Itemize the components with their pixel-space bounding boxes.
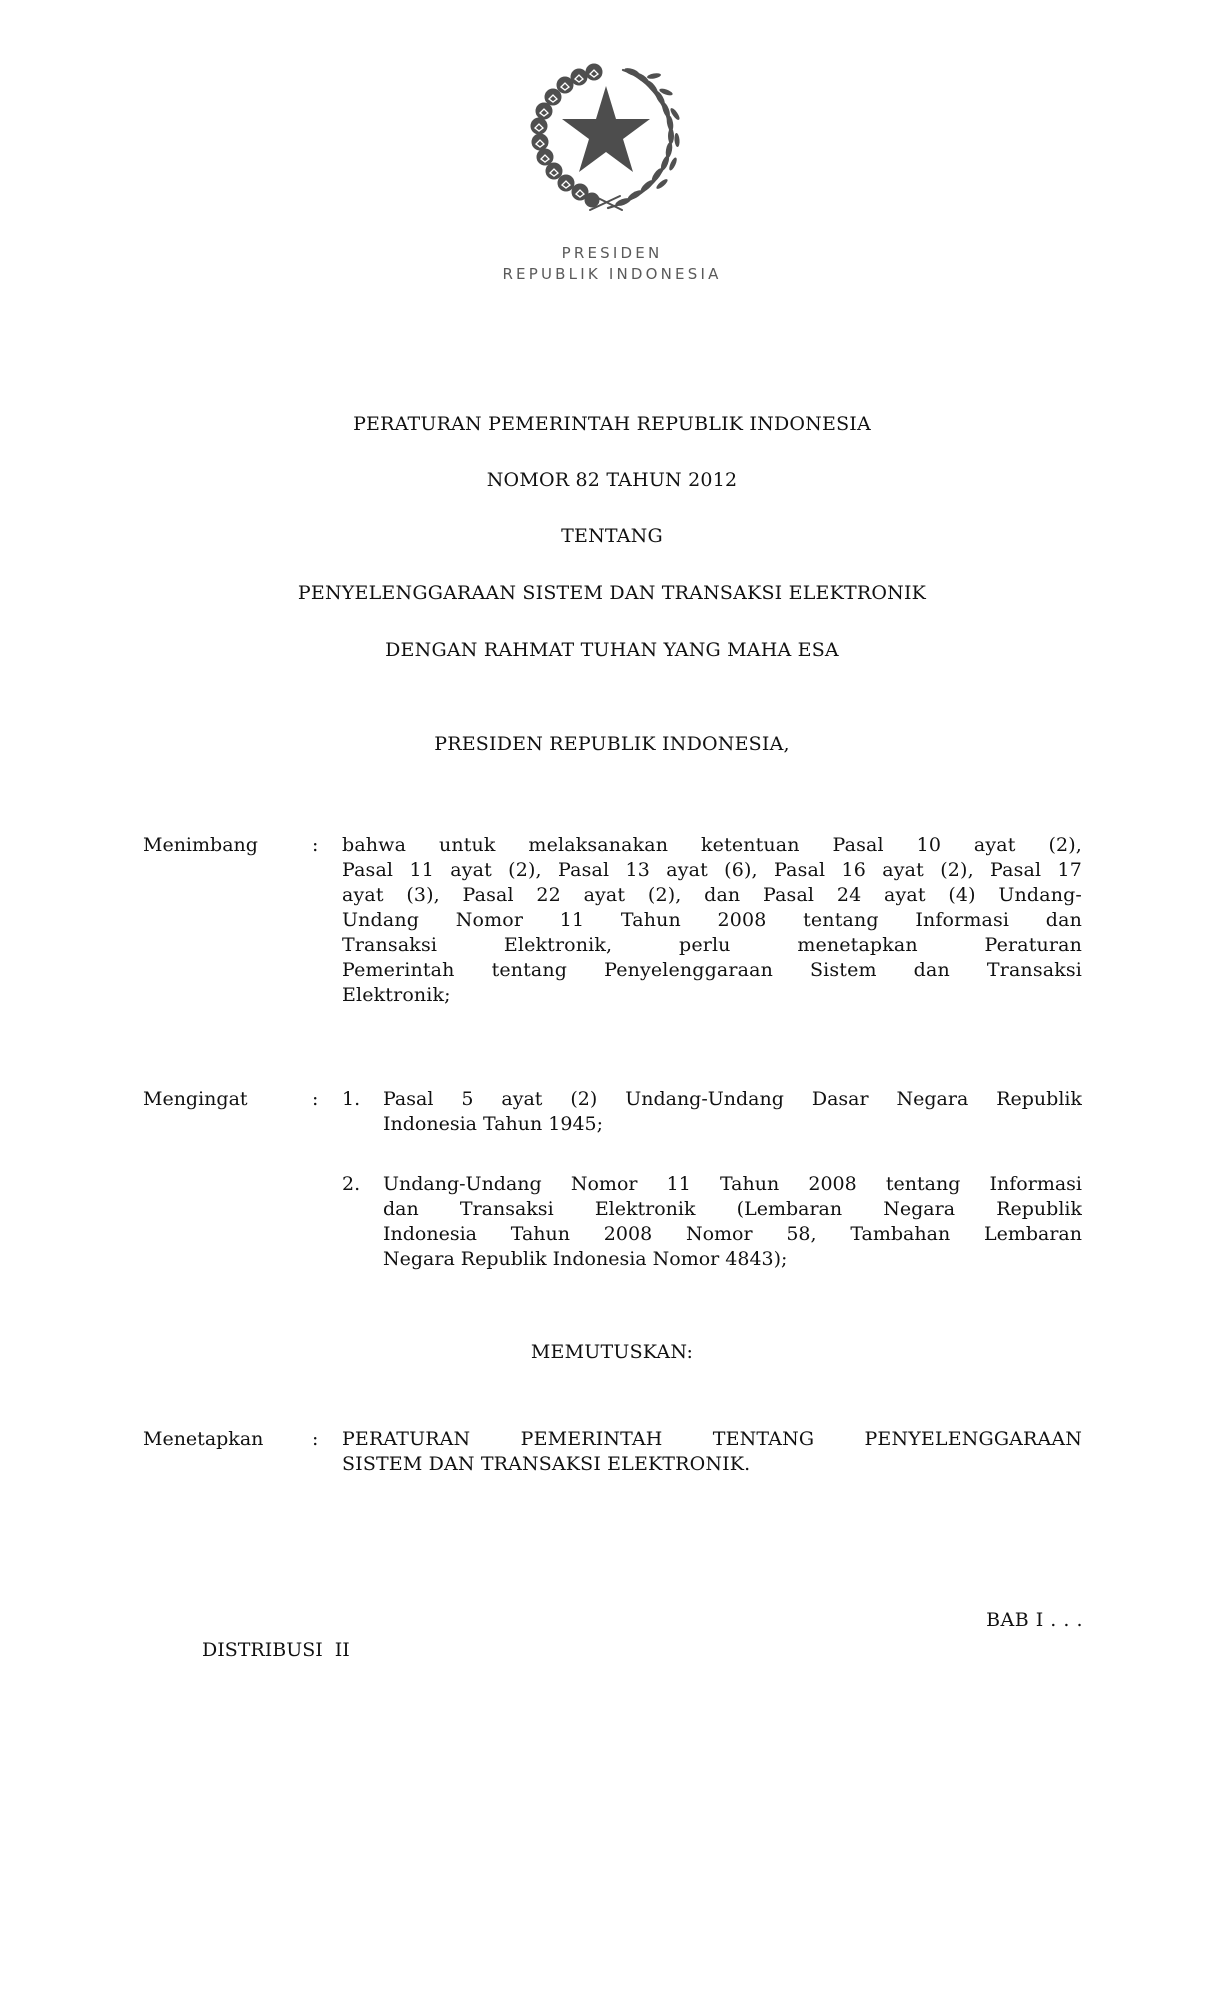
- letterhead-president: PRESIDEN: [561, 244, 663, 262]
- mengingat-item-1-number: 1.: [342, 1088, 361, 1110]
- continuation-marker: BAB I . . .: [986, 1609, 1083, 1631]
- mengingat-line: Pasal 5 ayat (2) Undang-Undang Dasar Negara Republik: [383, 1088, 1082, 1110]
- menimbang-line: Pemerintah tentang Penyelenggaraan Sistem dan Transaksi: [342, 959, 1082, 981]
- regulation-about: TENTANG: [561, 525, 663, 547]
- menetapkan-line: PERATURAN PEMERINTAH TENTANG PENYELENGGARAAN: [342, 1428, 1082, 1450]
- mengingat-item-2-number: 2.: [342, 1173, 361, 1195]
- letterhead-republic: REPUBLIK INDONESIA: [502, 265, 722, 283]
- menimbang-line: Transaksi Elektronik, perlu menetapkan Peraturan: [342, 934, 1082, 956]
- mengingat-line: Undang-Undang Nomor 11 Tahun 2008 tentang Informasi: [383, 1173, 1082, 1195]
- regulation-title: PERATURAN PEMERINTAH REPUBLIK INDONESIA: [353, 413, 871, 435]
- regulation-number: NOMOR 82 TAHUN 2012: [486, 469, 738, 491]
- menimbang-line: Elektronik;: [342, 984, 451, 1006]
- mengingat-line: Indonesia Tahun 1945;: [383, 1113, 604, 1135]
- authority: PRESIDEN REPUBLIK INDONESIA,: [434, 733, 790, 755]
- mengingat-line: Negara Republik Indonesia Nomor 4843);: [383, 1248, 788, 1270]
- menetapkan-text: [342, 1427, 1082, 1477]
- menimbang-line: ayat (3), Pasal 22 ayat (2), dan Pasal 24 ayat (4) Undang-: [342, 884, 1082, 906]
- mengingat-colon: :: [312, 1088, 319, 1110]
- invocation: DENGAN RAHMAT TUHAN YANG MAHA ESA: [385, 639, 839, 661]
- menimbang-text: [342, 833, 1082, 1008]
- mengingat-item-1: [383, 1087, 1082, 1137]
- mengingat-item-2: [383, 1172, 1082, 1272]
- menimbang-line: Pasal 11 ayat (2), Pasal 13 ayat (6), Pasal 16 ayat (2), Pasal 17: [342, 859, 1082, 881]
- presidential-emblem-icon: [528, 62, 684, 212]
- menimbang-line: Undang Nomor 11 Tahun 2008 tentang Informasi dan: [342, 909, 1082, 931]
- menetapkan-colon: :: [312, 1428, 319, 1450]
- menimbang-line: bahwa untuk melaksanakan ketentuan Pasal 10 ayat (2),: [342, 834, 1082, 856]
- distribution-label: DISTRIBUSI II: [202, 1639, 350, 1661]
- menimbang-label: Menimbang: [143, 834, 258, 856]
- mengingat-line: dan Transaksi Elektronik (Lembaran Negara Republik: [383, 1198, 1082, 1220]
- menimbang-colon: :: [312, 834, 319, 856]
- mengingat-line: Indonesia Tahun 2008 Nomor 58, Tambahan Lembaran: [383, 1223, 1082, 1245]
- menetapkan-label: Menetapkan: [143, 1428, 264, 1450]
- menetapkan-line: SISTEM DAN TRANSAKSI ELEKTRONIK.: [342, 1453, 751, 1475]
- memutuskan-heading: MEMUTUSKAN:: [530, 1341, 694, 1363]
- regulation-subject: PENYELENGGARAAN SISTEM DAN TRANSAKSI ELEKTRONIK: [297, 582, 927, 604]
- mengingat-label: Mengingat: [143, 1088, 248, 1110]
